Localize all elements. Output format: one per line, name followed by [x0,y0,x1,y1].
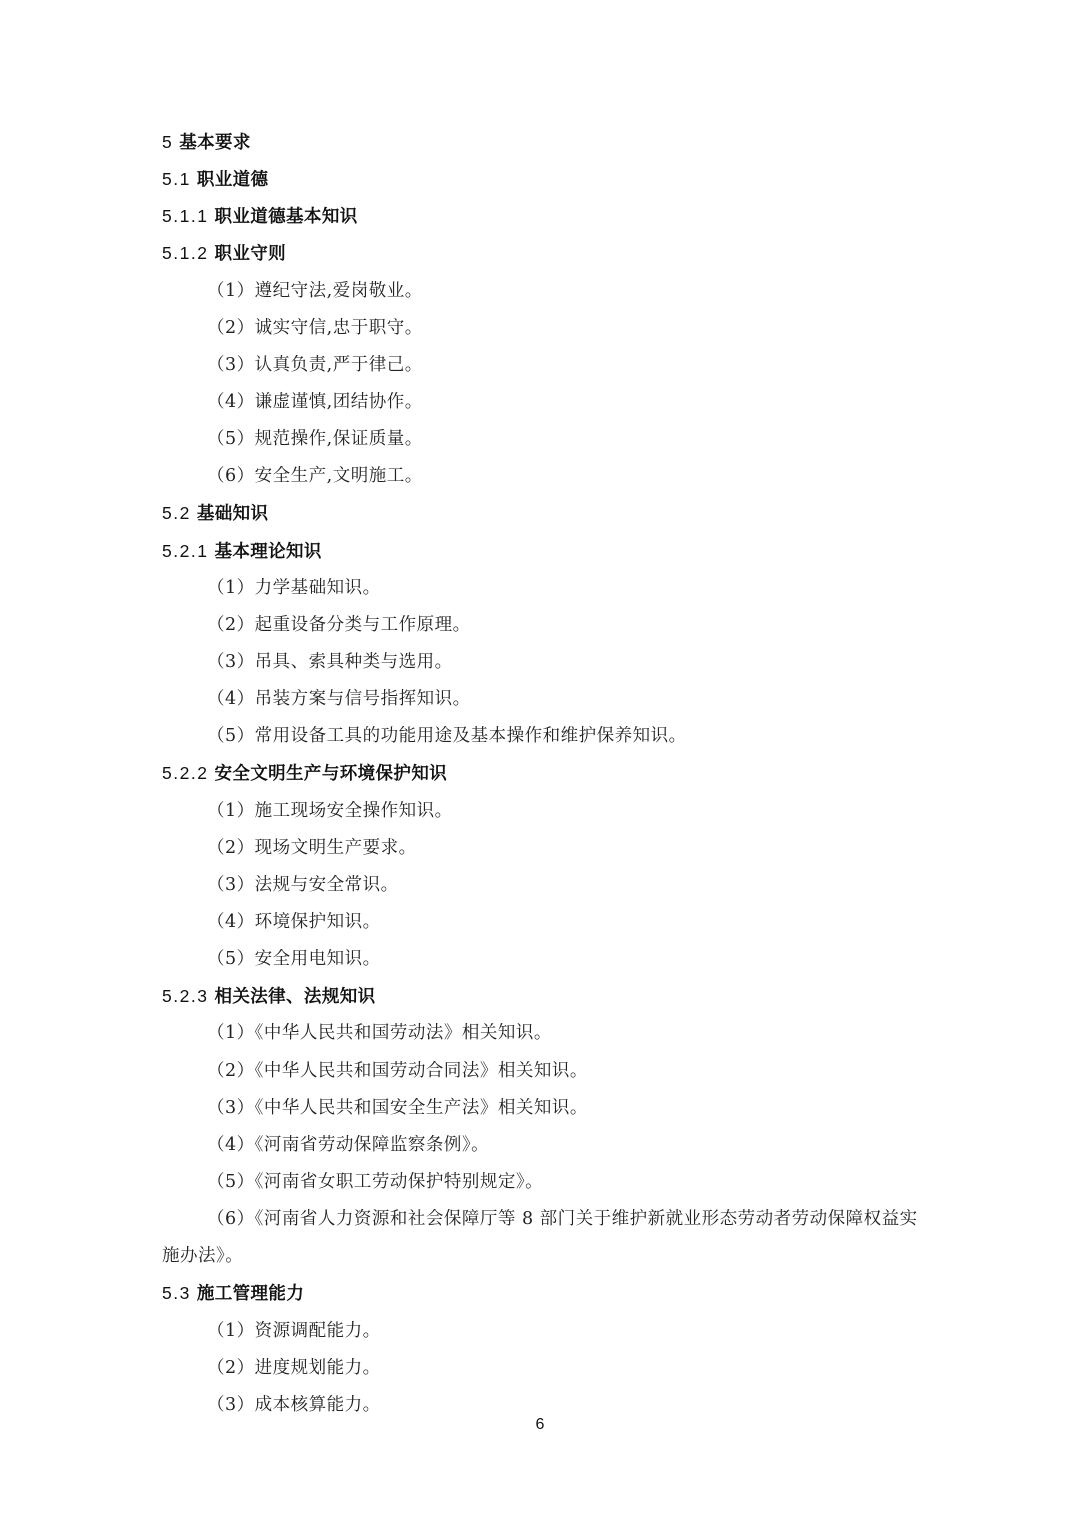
list-item: （4）环境保护知识。 [207,911,381,932]
section-heading-5-1: 5.1 职业道德 [162,169,269,191]
document-body [162,124,932,1424]
section-heading-5-2: 5.2 基础知识 [162,503,269,525]
list-item: （4）谦虚谨慎,团结协作。 [207,391,423,412]
section-heading-5-1-2: 5.1.2 职业守则 [162,243,287,265]
list-item: （4）吊装方案与信号指挥知识。 [207,689,471,710]
list-item: （5）安全用电知识。 [207,949,381,970]
list-item: （4）《河南省劳动保障监察条例》。 [207,1134,490,1155]
list-item: （6）安全生产,文明施工。 [207,466,423,487]
section-heading-5-1-1: 5.1.1 职业道德基本知识 [162,206,358,228]
list-item: （3）《中华人民共和国安全生产法》相关知识。 [207,1097,588,1118]
list-item: （1）施工现场安全操作知识。 [207,800,453,821]
list-item: （3）吊具、索具种类与选用。 [207,651,453,672]
list-item: （5）常用设备工具的功能用途及基本操作和维护保养知识。 [207,726,687,747]
section-heading-5-2-3: 5.2.3 相关法律、法规知识 [162,986,376,1008]
section-heading-5-2-2: 5.2.2 安全文明生产与环境保护知识 [162,763,448,785]
section-heading-5: 5 基本要求 [162,132,251,153]
section-heading-5-2-1: 5.2.1 基本理论知识 [162,540,322,562]
list-item: （2）《中华人民共和国劳动合同法》相关知识。 [207,1060,588,1081]
list-item: （1）遵纪守法,爱岗敬业。 [207,280,423,301]
list-item: （2）进度规划能力。 [207,1357,381,1378]
list-item: （2）诚实守信,忠于职守。 [207,317,423,338]
list-item: （1）资源调配能力。 [207,1320,381,1341]
list-item: （1）《中华人民共和国劳动法》相关知识。 [207,1023,552,1044]
list-item: （2）起重设备分类与工作原理。 [207,614,471,635]
list-item: （5）《河南省女职工劳动保护特别规定》。 [207,1171,544,1192]
list-item: （6）《河南省人力资源和社会保障厅等 8 部门关于维护新就业形态劳动者劳动保障权益实施办法》。 [162,1209,918,1267]
list-item: （5）规范操作,保证质量。 [207,429,423,450]
list-item: （3）法规与安全常识。 [207,874,399,895]
page-number: 6 [535,1416,545,1433]
list-item: （2）现场文明生产要求。 [207,837,417,858]
list-item: （1）力学基础知识。 [207,577,381,598]
list-item: （3）认真负责,严于律己。 [207,354,423,375]
list-item: （3）成本核算能力。 [207,1394,381,1415]
section-heading-5-3: 5.3 施工管理能力 [162,1283,305,1305]
